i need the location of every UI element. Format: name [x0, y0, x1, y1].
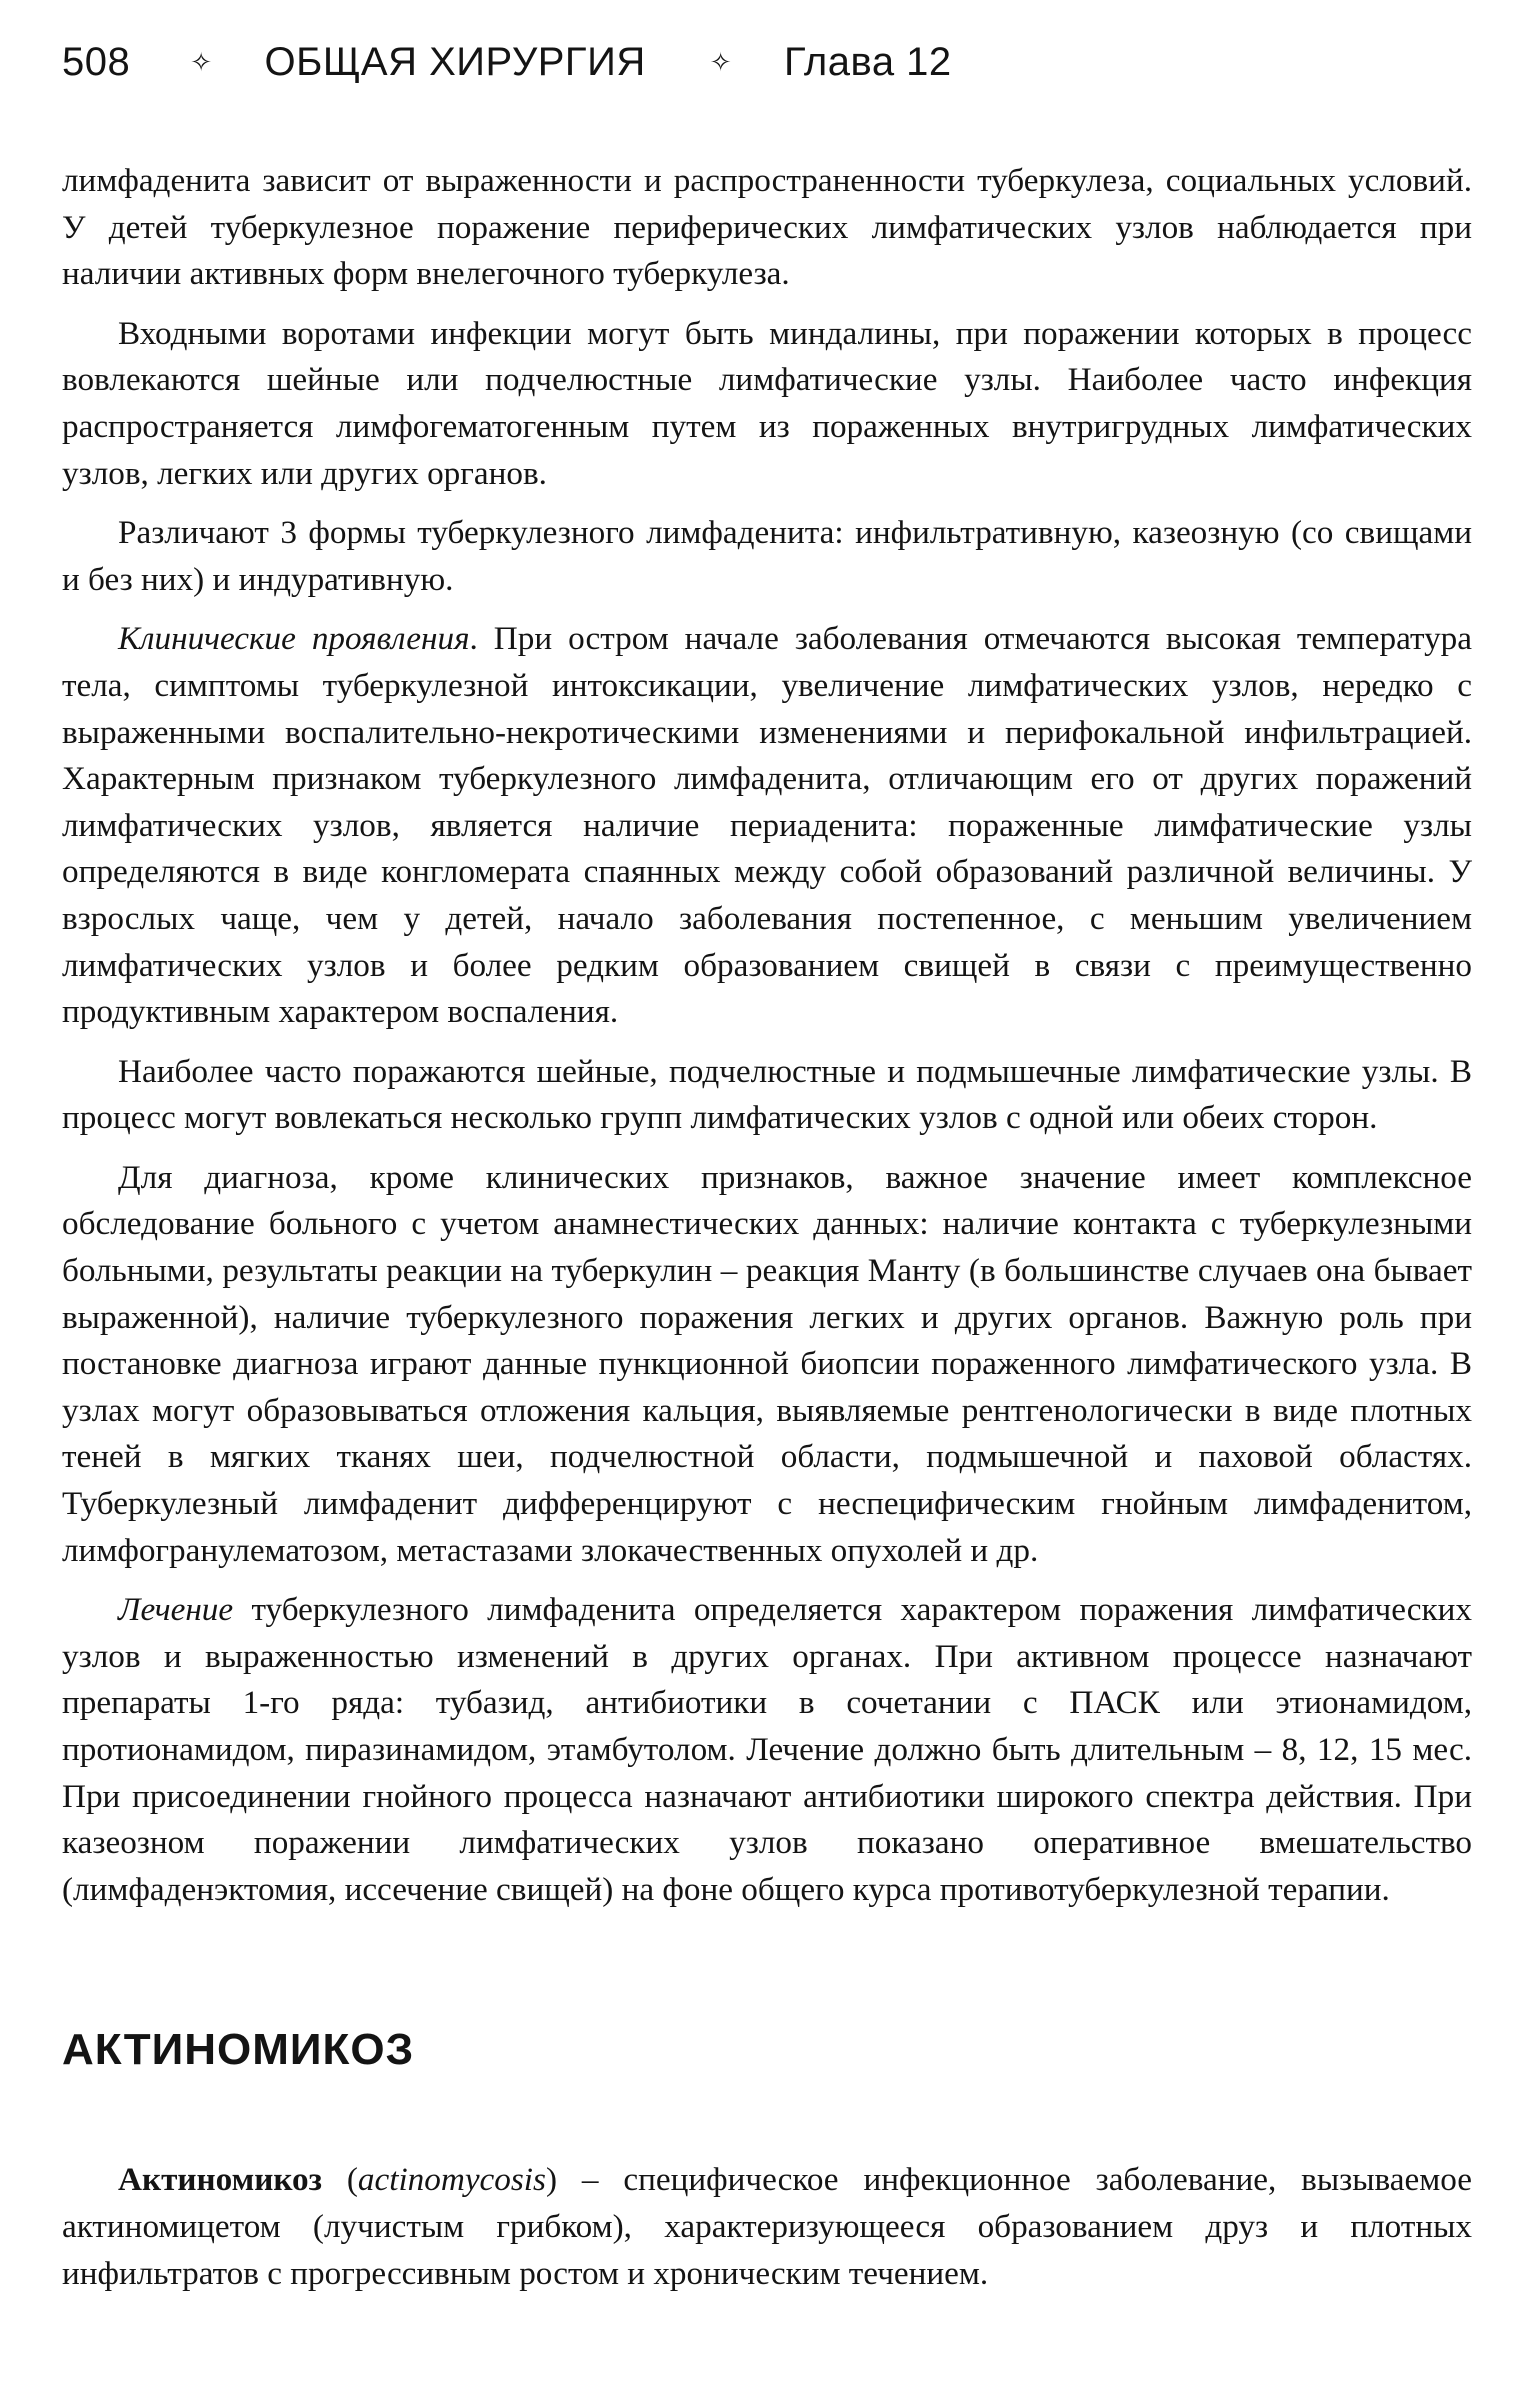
definition-paragraph: Актиномикоз (actinomycosis) – специфическое инфекционное заболевание, вызываемое актиномицетом (лучистым грибком), характеризующееся образованием друз и плотных инфильтратов с прогрессивным ростом и хроническим течением.	[62, 2161, 1472, 2292]
paragraph	[62, 1587, 1472, 1913]
paragraph-lead-italic: Лечение	[118, 1591, 234, 1629]
section-heading: АКТИНОМИКОЗ	[62, 2025, 415, 2075]
book-title: ОБЩАЯ ХИРУРГИЯ	[264, 40, 646, 84]
paragraph: Различают 3 формы туберкулезного лимфаденита: инфильтративную, казеозную (со свищами и без них) и индуративную.	[62, 514, 1472, 598]
paragraph	[62, 616, 1472, 1035]
paragraph-text: туберкулезного лимфаденита определяется характером поражения лимфатических узлов и выраженностью изменений в других органах. При активном процессе назначают препараты 1-го ряда: тубазид, антибиотики в сочетании с ПАСК или этионамидом, протионамидом, пиразинамидом, этамбутолом. Лечение должно быть длительным – 8, 12, 15 мес. При присоединении гнойного процесса назначают антибиотики широкого спектра действия. При казеозном поражении лимфатических узлов показано оперативное вмешательство (лимфаденэктомия, иссечение свищей) на фоне общего курса противотуберкулезной терапии.	[62, 1591, 1472, 1908]
paragraph-text: . При остром начале заболевания отмечаются высокая температура тела, симптомы туберкулезной интоксикации, увеличение лимфатических узлов, нередко с выраженными воспалительно-некротическими изменениями и перифокальной инфильтрацией. Характерным признаком туберкулезного лимфаденита, отличающим его от других поражений лимфатических узлов, является наличие периаденита: пораженные лимфатические узлы определяются в виде конгломерата спаянных между собой образований различной величины. У взрослых чаще, чем у детей, начало заболевания постепенное, с меньшим увеличением лимфатических узлов и более редким образованием свищей в связи с преимущественно продуктивным характером воспаления.	[62, 620, 1472, 1031]
paragraph-lead-italic: Клинические проявления	[118, 620, 470, 658]
paragraph: лимфаденита зависит от выраженности и распространенности туберкулеза, социальных условий. У детей туберкулезное поражение периферических лимфатических узлов наблюдается при наличии активных форм внелегочного туберкулеза.	[62, 162, 1472, 293]
paragraph: Для диагноза, кроме клинических признаков, важное значение имеет комплексное обследование больного с учетом анамнестических данных: наличие контакта с туберкулезными больными, результаты реакции на туберкулин – реакция Манту (в большинстве случаев она бывает выраженной), наличие туберкулезного поражения легких и других органов. Важную роль при постановке диагноза играют данные пункционной биопсии пораженного лимфатического узла. В узлах могут образовываться отложения кальция, выявляемые рентгенологически в виде плотных теней в мягких тканях шеи, подчелюстной области, подмышечной и паховой областях. Туберкулезный лимфаденит дифференцируют с неспецифическим гнойным лимфаденитом, лимфогранулематозом, метастазами злокачественных опухолей и др.	[62, 1158, 1472, 1569]
book-page	[62, 40, 1472, 2310]
running-head	[62, 40, 1472, 110]
definition-text: специфическое инфекционное заболевание, вызываемое актиномицетом (лучистым грибком), характеризующееся образованием друз и плотных инфильтратов с прогрессивным ростом и хроническим течением.	[62, 2161, 1472, 2292]
diamond-ornament-icon: ✧	[709, 47, 733, 77]
paragraph: Наиболее часто поражаются шейные, подчелюстные и подмышечные лимфатические узлы. В процесс могут вовлекаться несколько групп лимфатических узлов с одной или обеих сторон.	[62, 1052, 1472, 1137]
article-body	[62, 158, 1472, 1913]
chapter-label: Глава 12	[784, 40, 952, 84]
diamond-ornament-icon: ✧	[190, 47, 213, 77]
paragraph: Входными воротами инфекции могут быть миндалины, при поражении которых в процесс вовлекаются шейные или подчелюстные лимфатические узлы. Наиболее часто инфекция распространяется лимфогематогенным путем из пораженных внутригрудных лимфатических узлов, легких или других органов.	[62, 314, 1472, 492]
definition-block	[62, 2157, 1472, 2297]
latin-term: actinomycosis	[357, 2161, 546, 2199]
term: Актиномикоз	[118, 2161, 322, 2199]
page-number: 508	[62, 40, 131, 84]
